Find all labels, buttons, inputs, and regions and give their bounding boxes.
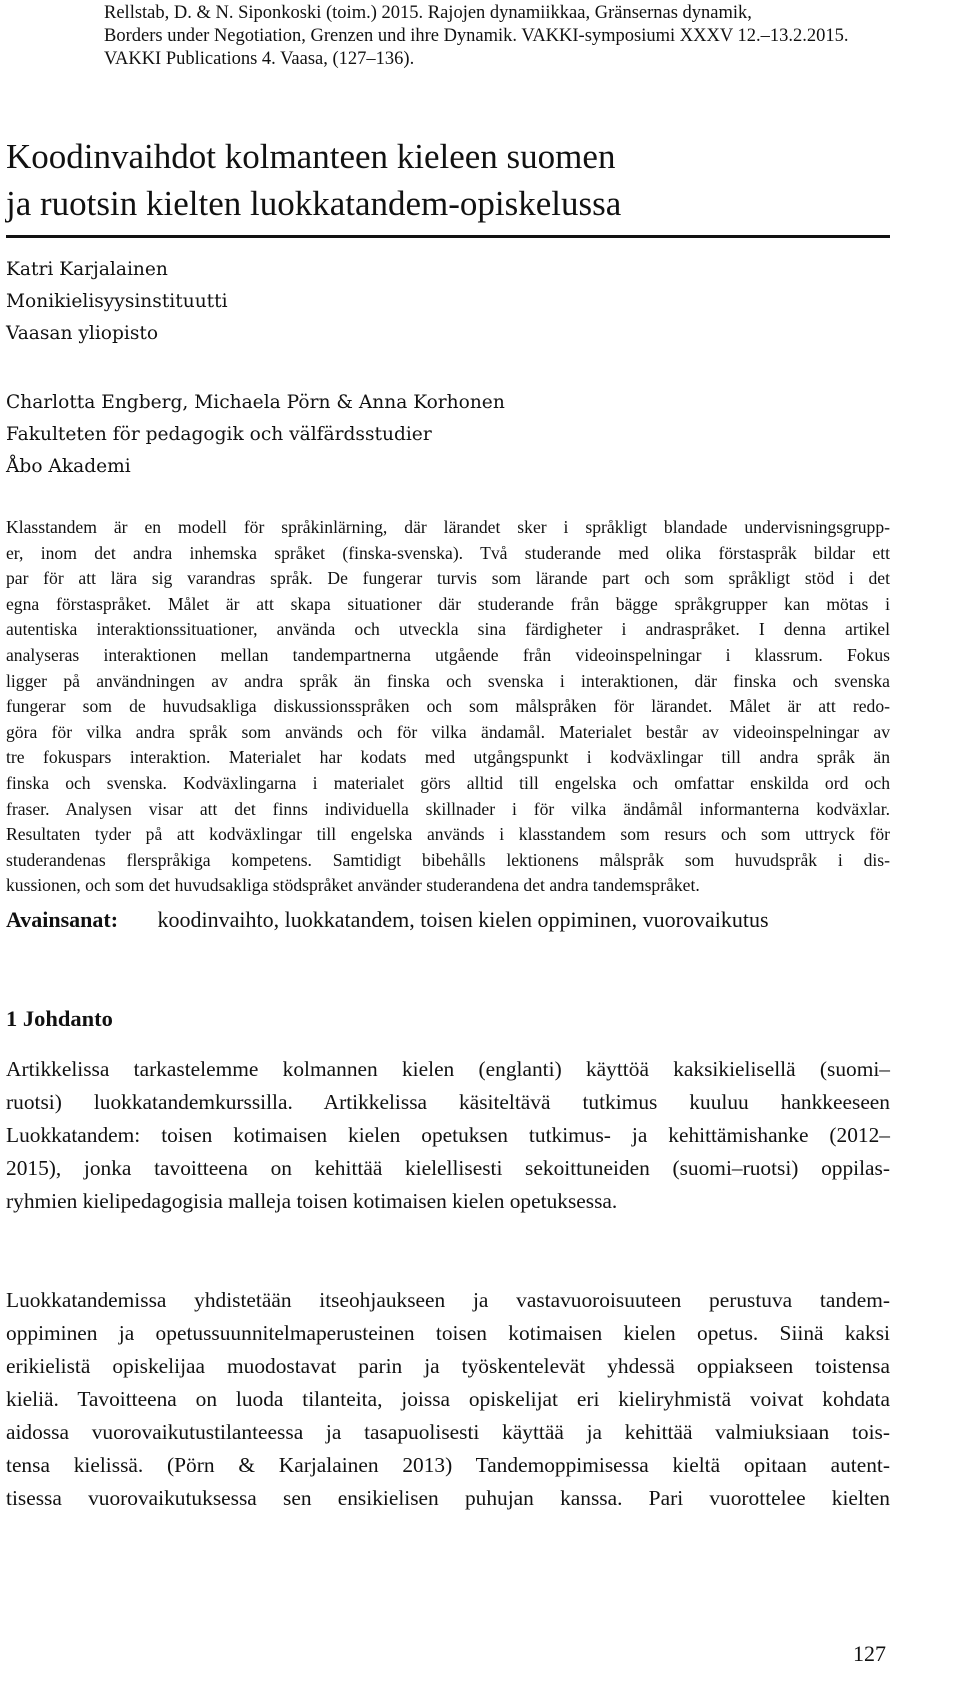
keywords-text: koodinvaihto, luokkatandem, toisen kielen oppiminen, vuorovaikutus bbox=[157, 907, 769, 932]
publication-reference bbox=[104, 2, 884, 71]
paragraph-line: tensa kielissä. (Pörn & Karjalainen 2013) Tandemoppimisessa kieltä opitaan autent- bbox=[6, 1453, 890, 1477]
article-title-line: ja ruotsin kielten luokkatandem-opiskelussa bbox=[6, 184, 622, 223]
article-title bbox=[6, 133, 890, 238]
paragraph-line: Artikkelissa tarkastelemme kolmannen kielen (englanti) käyttöä kaksikielisellä (suomi– bbox=[6, 1057, 890, 1081]
paragraph-line: Luokkatandemissa yhdistetään itseohjaukseen ja vastavuoroisuuteen perustuva tandem- bbox=[6, 1288, 890, 1312]
paragraph-line: aidossa vuorovaikutustilanteessa ja tasapuolisesti käyttää ja kehittää valmiuksiaan tois- bbox=[6, 1420, 890, 1444]
abstract-line: Resultaten tyder på att kodväxlingar till engelska används i klasstandem som resurs och som uttryck för bbox=[6, 824, 890, 845]
abstract-line: analyseras interaktionen mellan tandempartnerna utgående från videoinspelningar i klassrum. Fokus bbox=[6, 644, 890, 665]
abstract-line: fraser. Analysen visar att det finns individuella skillnader i för vilka ändåmål informanterna kodväxlar. bbox=[6, 798, 890, 819]
author-names-2: Charlotta Engberg, Michaela Pörn & Anna Korhonen bbox=[6, 392, 505, 413]
abstract-line: autentiska interaktionssituationer, använda och utveckla sina färdigheter i andraspråket. I denna artikel bbox=[6, 619, 890, 640]
paragraph-line: 2015), jonka tavoitteena on kehittää kielellisesti sekoittuneiden (suomi–ruotsi) oppilas- bbox=[6, 1156, 890, 1180]
keywords bbox=[6, 905, 769, 935]
abstract-line: par för att lära sig varandras språk. De fungerar turvis som lärande part och som språkligt stöd i det bbox=[6, 568, 890, 589]
abstract-line: göra för vilka andra språk som används och för vilka ändamål. Materialet består av videoinspelningar av bbox=[6, 721, 890, 742]
author-university-2: Åbo Akademi bbox=[6, 456, 131, 477]
abstract-line: ligger på användningen av andra språk än finska och svenska i interaktionen, där finska och svenska bbox=[6, 670, 890, 691]
document-page bbox=[6, 0, 890, 1684]
abstract-line: studerandenas flerspråkiga kompetens. Samtidigt bibehålls lektionens målspråk som huvudspråk i dis- bbox=[6, 849, 890, 870]
paragraph-line: oppiminen ja opetussuunnitelmaperusteinen toisen kotimaisen kielen opetus. Siinä kaksi bbox=[6, 1321, 890, 1345]
abstract-line: fungerar som de huvudsakliga diskussionsspråken och som målspråken för lärandet. Målet är att redo- bbox=[6, 696, 890, 717]
paragraph-2 bbox=[6, 1284, 890, 1515]
keywords-label: Avainsanat: bbox=[6, 907, 119, 932]
abstract-line: tre fokuspars interaktion. Materialet har kodats med utgångspunkt i kodväxlingar till andra språk än bbox=[6, 747, 890, 768]
publication-reference-line: Rellstab, D. & N. Siponkoski (toim.) 2015. Rajojen dynamiikkaa, Gränsernas dynamik, bbox=[104, 3, 752, 23]
paragraph-line: Luokkatandem: toisen kotimaisen kielen opetuksen tutkimus- ja kehittämishanke (2012– bbox=[6, 1123, 890, 1147]
abstract-line: Klasstandem är en modell för språkinlärning, där lärandet sker i språkligt blandade undervisningsgrupp- bbox=[6, 517, 890, 537]
paragraph-line: erikielistä opiskelijaa muodostavat parin ja työskentelevät yhdessä oppiakseen toistensa bbox=[6, 1354, 890, 1378]
section-heading: 1 Johdanto bbox=[6, 1006, 113, 1031]
page-number: 127 bbox=[853, 1641, 886, 1666]
abstract bbox=[6, 515, 890, 899]
paragraph-line: tisessa vuorovaikutuksessa sen ensikielisen puhujan kanssa. Pari vuorottelee kielten bbox=[6, 1486, 890, 1510]
paragraph-line: ryhmien kielipedagogisia malleja toisen kotimaisen kielen opetuksessa. bbox=[6, 1189, 618, 1213]
author-university-1: Vaasan yliopisto bbox=[6, 323, 159, 344]
author-name-1: Katri Karjalainen bbox=[6, 259, 168, 280]
abstract-line: finska och svenska. Kodväxlingarna i materialet görs alltid till engelska och omfattar enskilda ord och bbox=[6, 772, 890, 793]
publication-reference-line: VAKKI Publications 4. Vaasa, (127–136). bbox=[104, 49, 415, 69]
paragraph-line: kieliä. Tavoitteena on luoda tilanteita, joissa opiskelijat eri kieliryhmistä voivat kohdata bbox=[6, 1387, 890, 1411]
abstract-line: er, inom det andra inhemska språket (finska-svenska). Två studerande med olika förstaspråk bildar ett bbox=[6, 542, 890, 563]
abstract-line: egna förstaspråket. Målet är att skapa situationer där studerande från bägge språkgrupper kan mötas i bbox=[6, 593, 890, 614]
paragraph-1 bbox=[6, 1053, 890, 1218]
abstract-line: kussionen, och som det huvudsakliga stödspråket använder studerandena det andra tandemspråket. bbox=[6, 875, 700, 896]
paragraph-line: ruotsi) luokkatandemkurssilla. Artikkelissa käsiteltävä tutkimus kuuluu hankkeeseen bbox=[6, 1090, 890, 1114]
author-faculty-2: Fakulteten för pedagogik och välfärdsstudier bbox=[6, 424, 432, 445]
publication-reference-line: Borders under Negotiation, Grenzen und ihre Dynamik. VAKKI-symposiumi XXXV 12.–13.2.2015. bbox=[104, 26, 849, 46]
article-title-line: Koodinvaihdot kolmanteen kieleen suomen bbox=[6, 137, 616, 176]
author-institute-1: Monikielisyysinstituutti bbox=[6, 291, 228, 312]
